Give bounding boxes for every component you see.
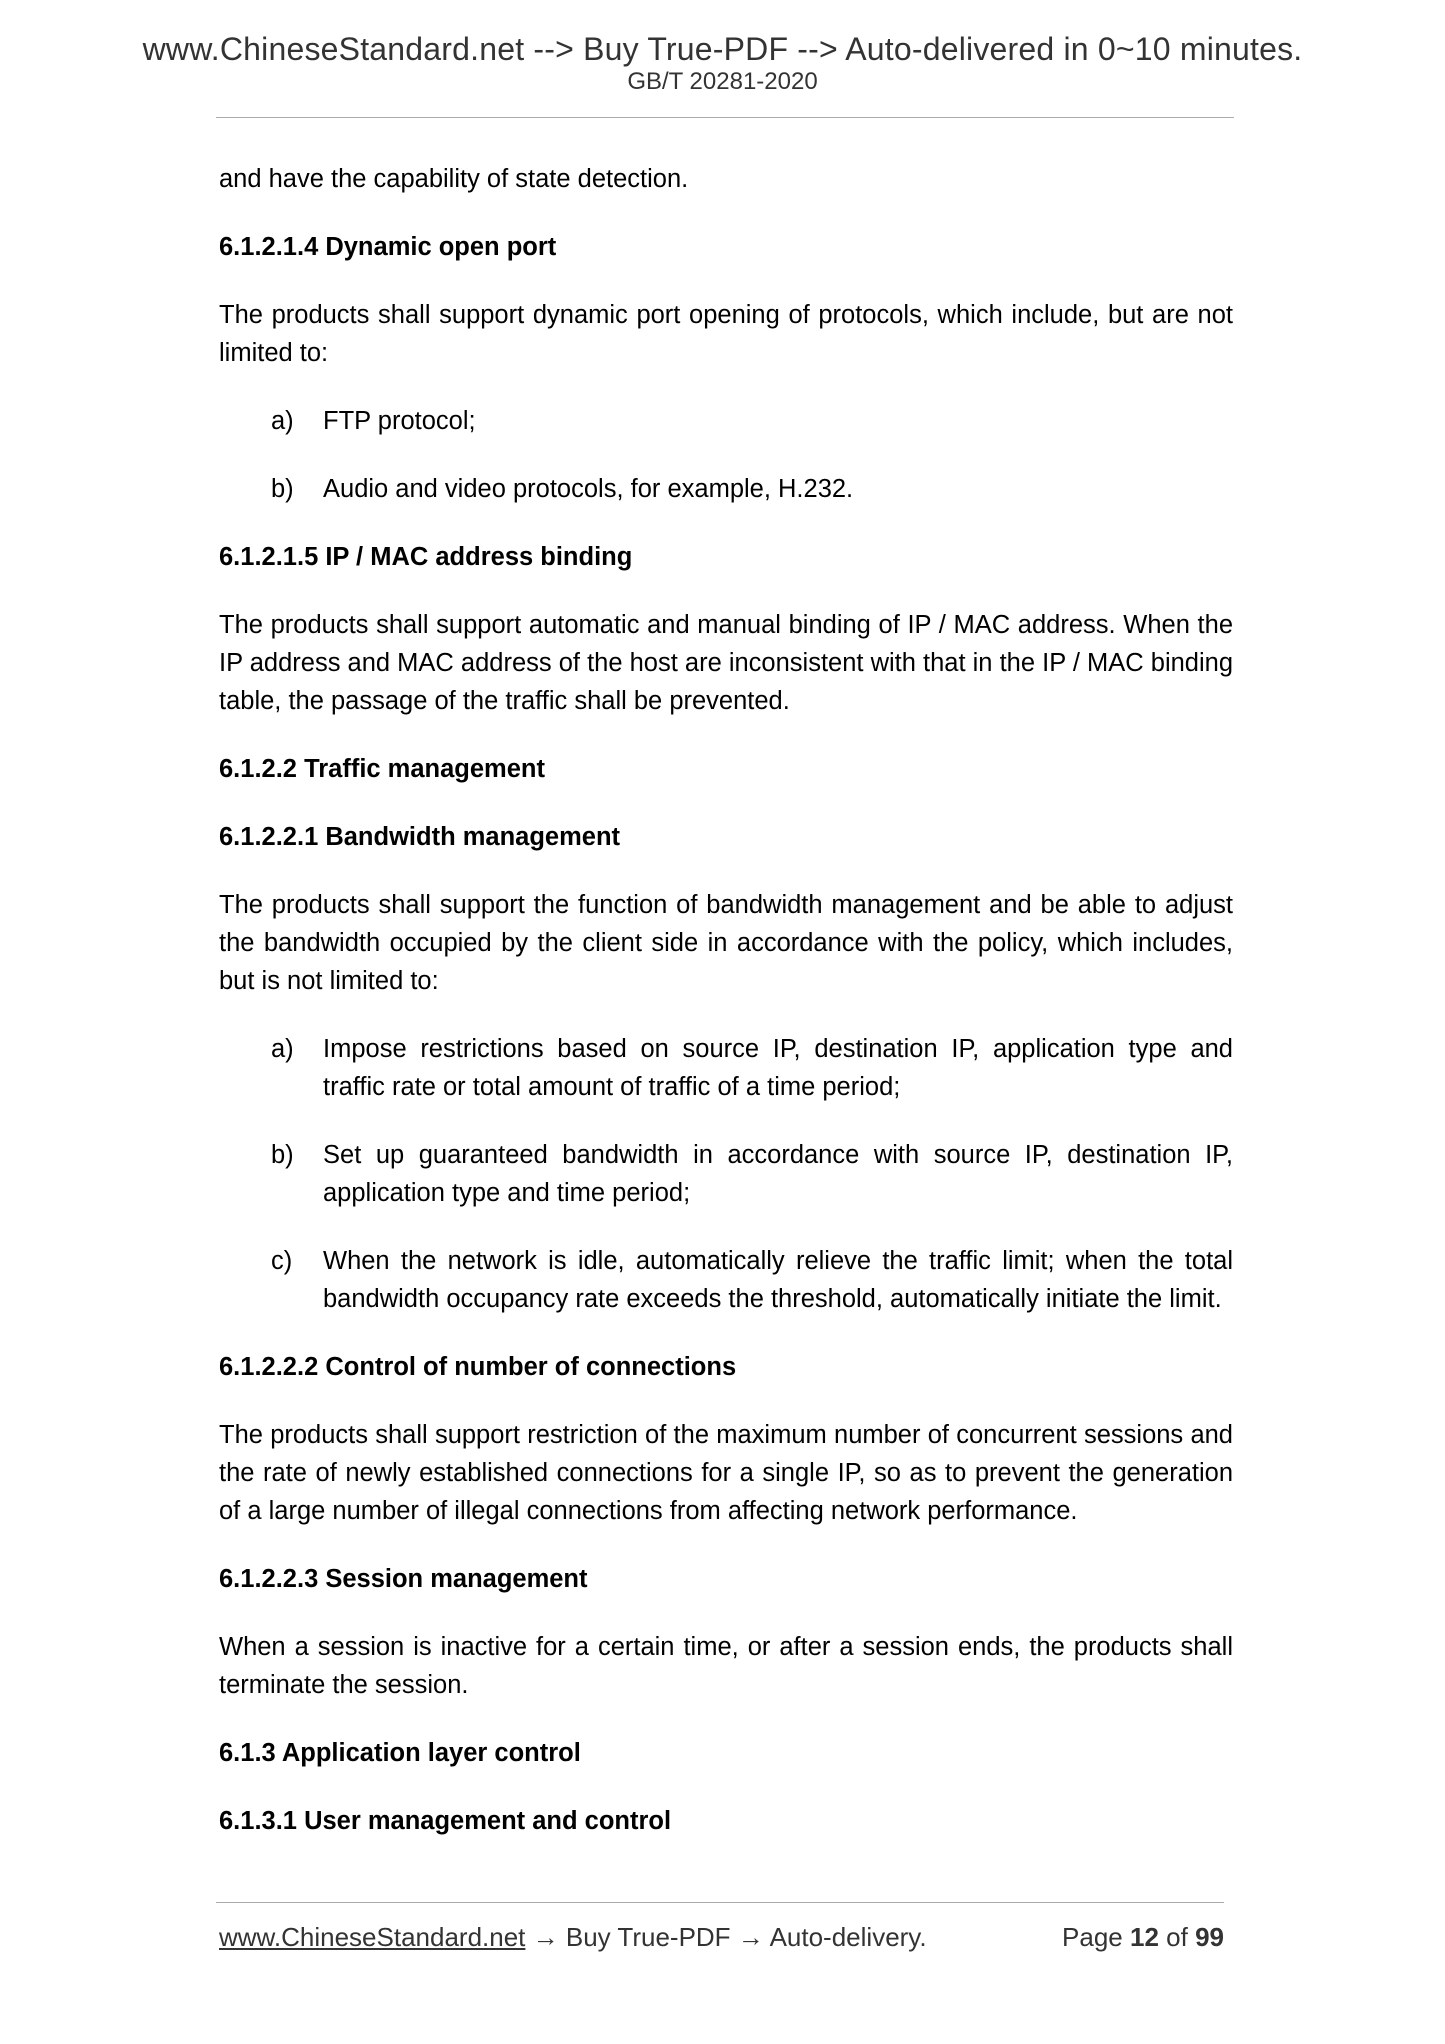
list-item <box>219 402 1233 440</box>
site-banner: www.ChineseStandard.net --> Buy True-PDF --> Auto-delivered in 0~10 minutes. <box>142 31 1303 67</box>
list-item-label: b) <box>271 1141 294 1169</box>
heading-6-1-2-1-4: 6.1.2.1.4 Dynamic open port <box>219 233 557 261</box>
page-word: Page <box>1062 1922 1123 1952</box>
standard-code: GB/T 20281-2020 <box>627 68 818 95</box>
list-item-label: b) <box>271 475 294 503</box>
footer-tagline: → Buy True-PDF → Auto-delivery. <box>525 1922 927 1952</box>
list-item <box>219 1136 1233 1212</box>
list-item <box>219 1242 1233 1318</box>
list-item <box>219 470 1233 508</box>
list-item-text: Impose restrictions based on source IP, destination IP, application type and traffic rate or total amount of traffic of a time period; <box>323 1035 1233 1101</box>
connections-paragraph: The products shall support restriction of the maximum number of concurrent sessions and the rate of newly established connections for a single IP, so as to prevent the generation of a large number of illegal connections from affecting network performance. <box>219 1421 1233 1525</box>
footer-divider <box>216 1902 1224 1903</box>
list-item-label: c) <box>271 1247 293 1275</box>
binding-paragraph: The products shall support automatic and manual binding of IP / MAC address. When the IP address and MAC address of the host are inconsistent with that in the IP / MAC binding table, the passage of the traffic shall be prevented. <box>219 611 1233 715</box>
heading-6-1-2-2-1: 6.1.2.2.1 Bandwidth management <box>219 823 621 851</box>
page-indicator <box>1062 1922 1224 1953</box>
heading-6-1-3-1: 6.1.3.1 User management and control <box>219 1807 672 1835</box>
total-pages: 99 <box>1195 1922 1224 1952</box>
heading-6-1-2-1-5: 6.1.2.1.5 IP / MAC address binding <box>219 543 633 571</box>
list-item <box>219 1030 1233 1106</box>
dynamic-port-paragraph: The products shall support dynamic port opening of protocols, which include, but are not limited to: <box>219 301 1233 367</box>
list-item-label: a) <box>271 1035 294 1063</box>
heading-6-1-3: 6.1.3 Application layer control <box>219 1739 581 1767</box>
continuation-paragraph: and have the capability of state detection. <box>219 165 689 193</box>
header-divider <box>216 117 1234 118</box>
list-item-label: a) <box>271 407 294 435</box>
list-item-text: Audio and video protocols, for example, H.232. <box>323 475 854 503</box>
of-word: of <box>1166 1922 1188 1952</box>
list-item-text: Set up guaranteed bandwidth in accordance with source IP, destination IP, application type and time period; <box>323 1141 1233 1207</box>
bandwidth-paragraph: The products shall support the function of bandwidth management and be able to adjust the bandwidth occupied by the client side in accordance with the policy, which includes, but is not limited to: <box>219 891 1233 995</box>
footer-site-link[interactable]: www.ChineseStandard.net <box>219 1922 526 1952</box>
page-content <box>219 160 1233 1870</box>
heading-6-1-2-2-3: 6.1.2.2.3 Session management <box>219 1565 588 1593</box>
page-number: 12 <box>1130 1922 1159 1952</box>
list-item-text: FTP protocol; <box>323 407 476 435</box>
list-item-text: When the network is idle, automatically relieve the traffic limit; when the total bandwidth occupancy rate exceeds the threshold, automatically initiate the limit. <box>323 1247 1233 1313</box>
heading-6-1-2-2: 6.1.2.2 Traffic management <box>219 755 545 783</box>
page-footer <box>219 1922 1224 1962</box>
session-paragraph: When a session is inactive for a certain time, or after a session ends, the products shall terminate the session. <box>219 1633 1233 1699</box>
heading-6-1-2-2-2: 6.1.2.2.2 Control of number of connections <box>219 1353 737 1381</box>
